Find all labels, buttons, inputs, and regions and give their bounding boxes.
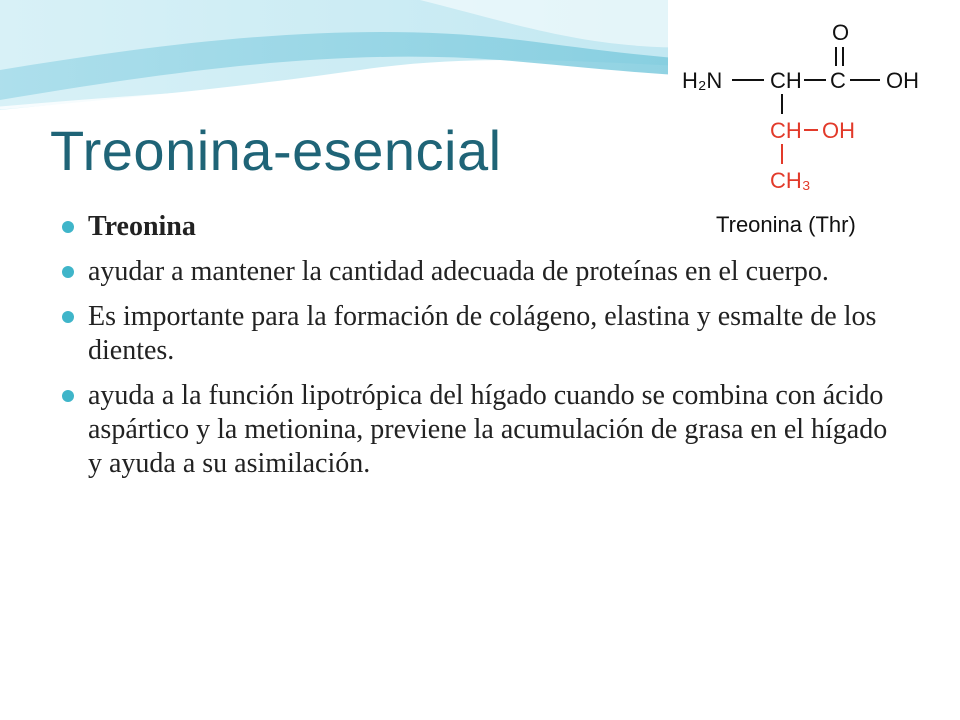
bullet-text: Es importante para la formación de colágeno, elastina y esmalte de los dientes.	[88, 301, 877, 366]
structure-caption: Treonina (Thr)	[716, 212, 856, 237]
atom-ch3: CH₃	[770, 168, 811, 193]
bullet-text: Treonina	[88, 211, 196, 242]
bullet-dot-icon	[62, 390, 74, 402]
slide-title: Treonina-esencial	[50, 119, 502, 182]
bullet-dot-icon	[62, 311, 74, 323]
atom-oh-side: OH	[822, 118, 855, 143]
bullet-item	[62, 379, 902, 481]
bullet-item	[62, 300, 902, 368]
atom-oh-carboxyl: OH	[886, 68, 919, 93]
bullet-text: ayudar a mantener la cantidad adecuada de proteínas en el cuerpo.	[88, 256, 829, 287]
atom-amine: H₂N	[682, 68, 723, 93]
bullet-item	[62, 210, 902, 244]
atom-c-carboxyl: C	[830, 68, 846, 93]
bullet-dot-icon	[62, 266, 74, 278]
bullet-dot-icon	[62, 221, 74, 233]
bullet-item	[62, 255, 902, 289]
atom-o-top: O	[832, 20, 850, 45]
bullet-text: ayuda a la función lipotrópica del hígado cuando se combina con ácido aspártico y la metionina, previene la acumulación de grasa en el hígado y ayuda a su asimilación.	[88, 380, 888, 479]
bullet-list	[62, 210, 902, 492]
atom-ch-side: CH	[770, 118, 802, 143]
atom-ch-alpha: CH	[770, 68, 802, 93]
